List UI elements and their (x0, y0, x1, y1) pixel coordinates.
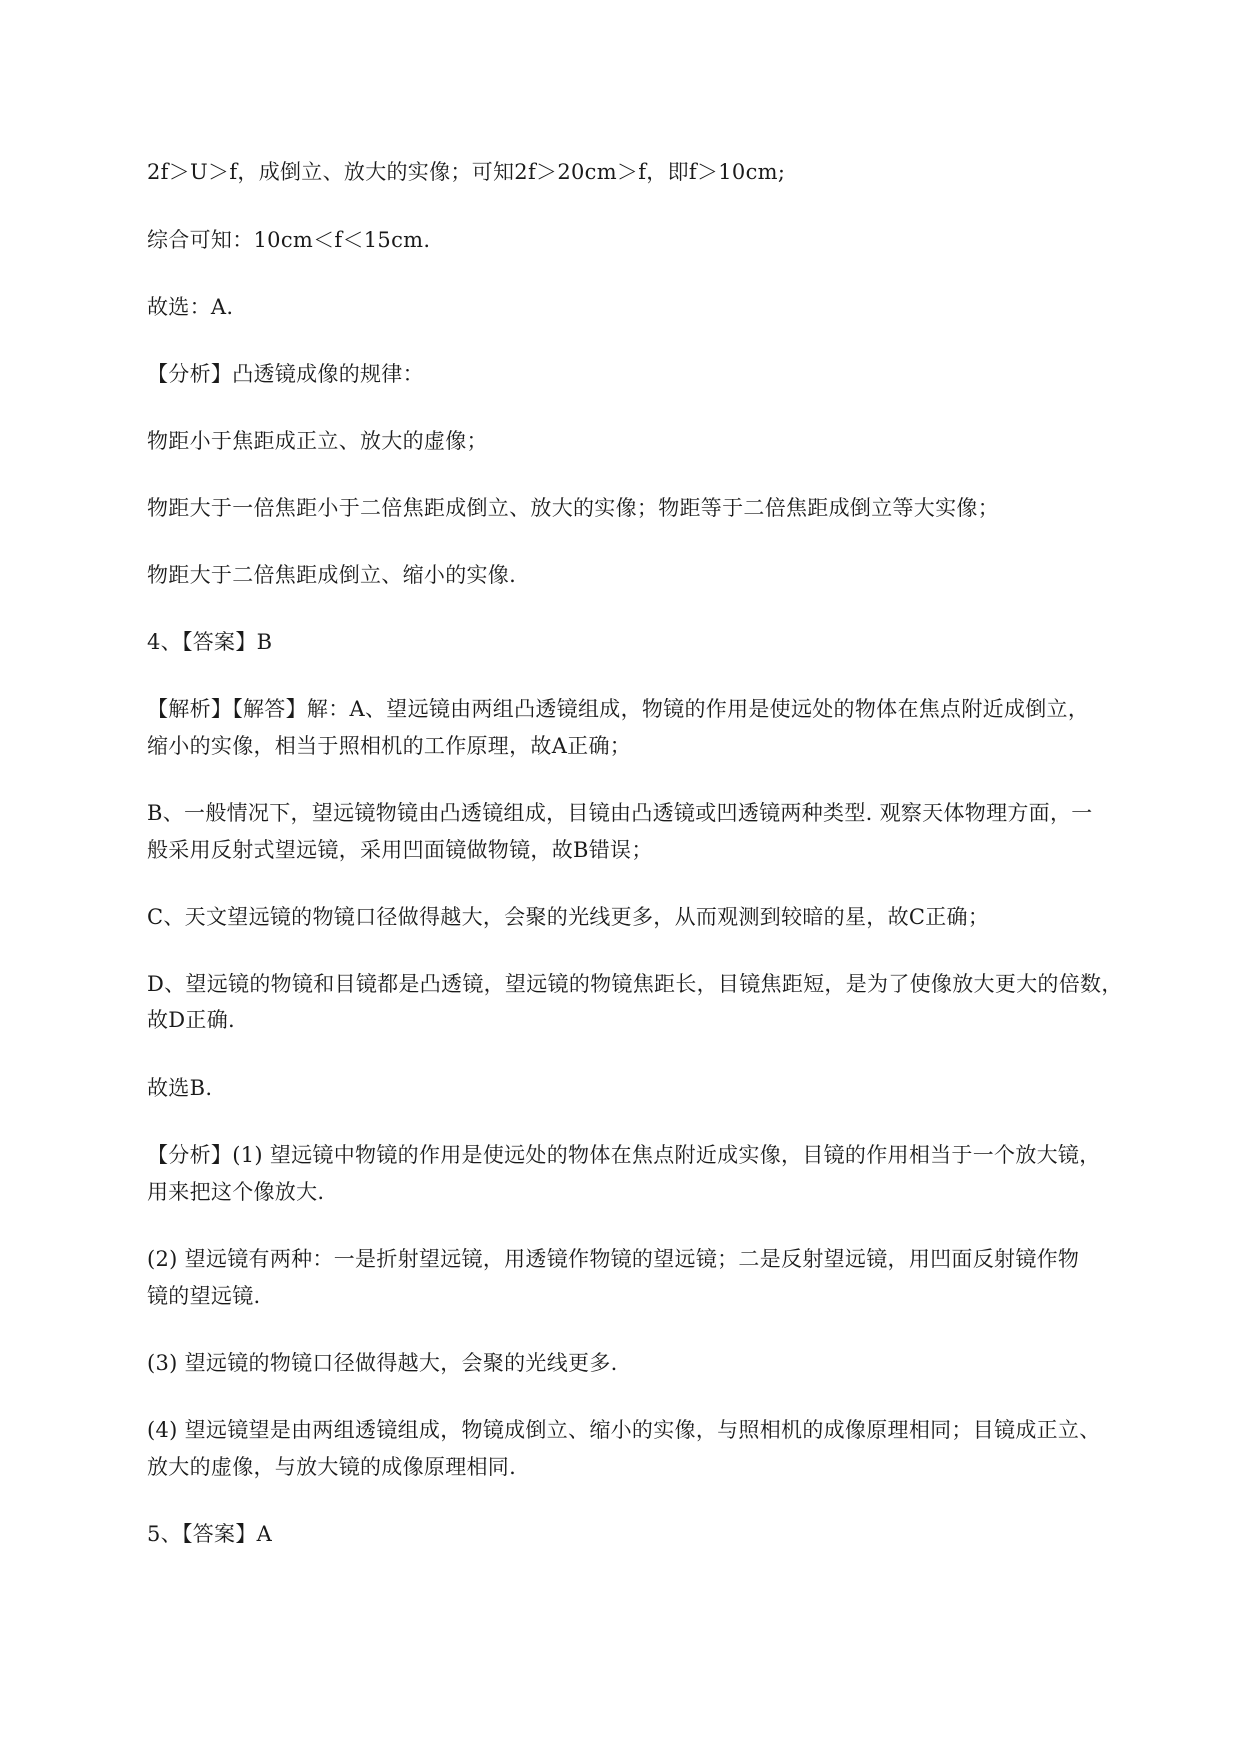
answer-heading: 5、【答案】A (147, 1522, 273, 1546)
text-line: 综合可知：10cm＜f＜15cm. (147, 228, 431, 252)
text-line: 【解析】【解答】解：A、望远镜由两组凸透镜组成，物镜的作用是使远处的物体在焦点附近成倒立， (147, 697, 1090, 721)
text-line: (2) 望远镜有两种：一是折射望远镜，用透镜作物镜的望远镜；二是反射望远镜，用凹面反射镜作物 (147, 1247, 1080, 1271)
answer-heading: 4、【答案】B (147, 630, 273, 654)
text-line: (3) 望远镜的物镜口径做得越大，会聚的光线更多. (147, 1351, 618, 1375)
text-line: (4) 望远镜望是由两组透镜组成，物镜成倒立、缩小的实像，与照相机的成像原理相同；目镜成正立、 (147, 1418, 1101, 1442)
text-line: 用来把这个像放大. (147, 1180, 325, 1204)
text-line: 故选B. (147, 1076, 213, 1100)
text-line: B、一般情况下，望远镜物镜由凸透镜组成，目镜由凸透镜或凹透镜两种类型. 观察天体物理方面，一 (147, 801, 1093, 825)
text-line: C、天文望远镜的物镜口径做得越大，会聚的光线更多，从而观测到较暗的星，故C正确； (147, 905, 990, 929)
text-line: 般采用反射式望远镜，采用凹面镜做物镜，故B错误； (147, 838, 653, 862)
analysis-heading: 【分析】(1) 望远镜中物镜的作用是使远处的物体在焦点附近成实像，目镜的作用相当于一个放大镜， (147, 1143, 1101, 1167)
text-line: D、望远镜的物镜和目镜都是凸透镜，望远镜的物镜焦距长，目镜焦距短，是为了使像放大更大的倍数， (147, 972, 1123, 996)
text-line: 物距小于焦距成正立、放大的虚像； (147, 429, 488, 453)
text-line: 镜的望远镜. (147, 1284, 261, 1308)
text-line: 物距大于二倍焦距成倒立、缩小的实像. (147, 563, 517, 587)
text-line: 故选：A. (147, 295, 234, 319)
text-line: 缩小的实像，相当于照相机的工作原理，故A正确； (147, 734, 632, 758)
text-line: 2f＞U＞f，成倒立、放大的实像；可知2f＞20cm＞f，即f＞10cm; (147, 160, 786, 184)
text-line: 放大的虚像，与放大镜的成像原理相同. (147, 1455, 517, 1479)
analysis-heading: 【分析】凸透镜成像的规律： (147, 362, 424, 386)
text-line: 物距大于一倍焦距小于二倍焦距成倒立、放大的实像；物距等于二倍焦距成倒立等大实像； (147, 496, 999, 520)
text-line: 故D正确. (147, 1008, 236, 1032)
